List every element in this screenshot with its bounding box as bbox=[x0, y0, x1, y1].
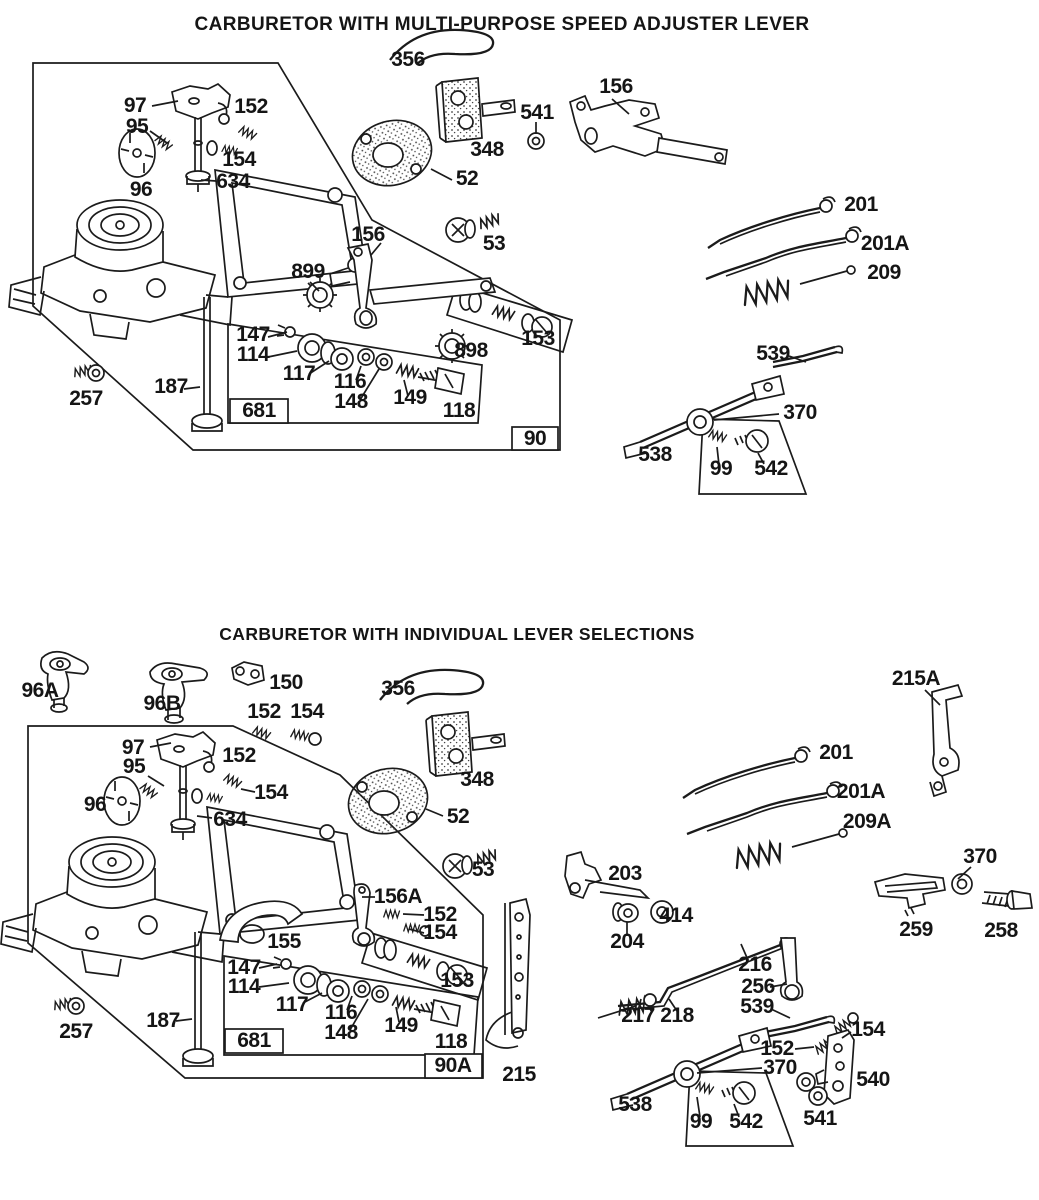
part-label-899: 899 bbox=[291, 260, 325, 283]
part-label-117: 117 bbox=[282, 362, 316, 385]
part-label-99: 99 bbox=[709, 457, 733, 480]
rod-201 bbox=[683, 747, 810, 798]
section-title: CARBURETOR WITH INDIVIDUAL LEVER SELECTIONS bbox=[219, 624, 695, 644]
part-label-204: 204 bbox=[610, 930, 644, 953]
part-label-634: 634 bbox=[213, 808, 247, 831]
part-label-681: 681 bbox=[242, 399, 276, 422]
part-label-154: 154 bbox=[851, 1018, 885, 1041]
part-label-156: 156 bbox=[351, 223, 385, 246]
spring-209 bbox=[741, 266, 855, 306]
part-label-538: 538 bbox=[638, 443, 672, 466]
nut-204 bbox=[613, 903, 638, 922]
section-title: CARBURETOR WITH MULTI-PURPOSE SPEED ADJUSTER LEVER bbox=[194, 14, 810, 35]
part-label-370: 370 bbox=[783, 401, 817, 424]
part-label-256: 256 bbox=[741, 975, 775, 998]
part-label-370: 370 bbox=[963, 845, 997, 868]
part-label-348: 348 bbox=[470, 138, 504, 161]
part-label-539: 539 bbox=[740, 995, 774, 1018]
fuel-pipe-187 bbox=[183, 932, 213, 1066]
part-label-152: 152 bbox=[760, 1037, 794, 1060]
part-label-370: 370 bbox=[763, 1056, 797, 1079]
carburetor-body bbox=[9, 170, 368, 339]
part-label-356: 356 bbox=[381, 677, 415, 700]
part-label-52: 52 bbox=[446, 805, 470, 828]
part-label-209: 209 bbox=[867, 261, 901, 284]
part-label-117: 117 bbox=[275, 993, 309, 1016]
washer-541 bbox=[528, 133, 544, 149]
part-label-97: 97 bbox=[123, 94, 147, 117]
part-label-53: 53 bbox=[471, 858, 495, 881]
part-label-96: 96 bbox=[129, 178, 153, 201]
part-label-95: 95 bbox=[122, 755, 146, 778]
part-label-356: 356 bbox=[391, 48, 425, 71]
washer-154 bbox=[309, 733, 321, 745]
part-label-118: 118 bbox=[442, 399, 476, 422]
part-label-681: 681 bbox=[237, 1029, 271, 1052]
part-label-201: 201 bbox=[819, 741, 853, 764]
part-label-154: 154 bbox=[254, 781, 288, 804]
spring-152b bbox=[384, 910, 400, 918]
part-label-414: 414 bbox=[659, 904, 693, 927]
gasket-52 bbox=[341, 760, 435, 843]
part-label-155: 155 bbox=[267, 930, 301, 953]
bolt-258 bbox=[982, 891, 1032, 909]
part-label-148: 148 bbox=[334, 390, 368, 413]
rod-201 bbox=[708, 197, 835, 248]
part-label-116: 116 bbox=[333, 370, 367, 393]
part-label-156A: 156A bbox=[373, 885, 423, 908]
part-label-96A: 96A bbox=[21, 679, 59, 702]
part-label-97: 97 bbox=[121, 736, 145, 759]
part-label-118: 118 bbox=[434, 1030, 468, 1053]
section-multi-purpose bbox=[9, 14, 909, 494]
part-label-96: 96 bbox=[83, 793, 107, 816]
fuel-pipe-187 bbox=[192, 297, 222, 431]
bracket-156-right bbox=[570, 96, 727, 164]
part-label-541: 541 bbox=[803, 1107, 837, 1130]
spring-209A bbox=[733, 829, 847, 869]
part-label-201: 201 bbox=[844, 193, 878, 216]
part-label-96B: 96B bbox=[143, 692, 181, 715]
part-label-154: 154 bbox=[290, 700, 324, 723]
part-label-542: 542 bbox=[729, 1110, 763, 1133]
link-256 bbox=[781, 938, 803, 1000]
part-label-52: 52 bbox=[455, 167, 479, 190]
link-156A bbox=[353, 884, 375, 946]
part-label-898: 898 bbox=[454, 339, 488, 362]
part-label-154: 154 bbox=[222, 148, 256, 171]
plate-348 bbox=[426, 712, 505, 776]
part-label-209A: 209A bbox=[842, 810, 892, 833]
part-label-153: 153 bbox=[521, 327, 555, 350]
part-label-539: 539 bbox=[756, 342, 790, 365]
part-label-201A: 201A bbox=[836, 780, 886, 803]
part-label-217: 217 bbox=[621, 1004, 655, 1027]
part-label-215A: 215A bbox=[891, 667, 941, 690]
part-label-187: 187 bbox=[154, 375, 188, 398]
part-label-152: 152 bbox=[423, 903, 457, 926]
part-label-152: 152 bbox=[234, 95, 268, 118]
part-label-53: 53 bbox=[482, 232, 506, 255]
part-label-542: 542 bbox=[754, 457, 788, 480]
part-label-90A: 90A bbox=[434, 1054, 472, 1077]
part-label-187: 187 bbox=[146, 1009, 180, 1032]
part-label-540: 540 bbox=[856, 1068, 890, 1091]
part-label-114: 114 bbox=[227, 975, 261, 998]
part-label-634: 634 bbox=[216, 170, 250, 193]
clamp-259 bbox=[875, 874, 945, 916]
part-label-216: 216 bbox=[738, 953, 772, 976]
part-label-116: 116 bbox=[324, 1001, 358, 1024]
washer-370b bbox=[952, 874, 972, 894]
bracket-215A bbox=[930, 685, 962, 796]
part-label-348: 348 bbox=[460, 768, 494, 791]
part-label-95: 95 bbox=[125, 115, 149, 138]
part-label-156: 156 bbox=[599, 75, 633, 98]
part-label-257: 257 bbox=[59, 1020, 93, 1043]
part-label-218: 218 bbox=[660, 1004, 694, 1027]
part-label-215: 215 bbox=[502, 1063, 536, 1086]
part-label-154: 154 bbox=[423, 921, 457, 944]
part-label-257: 257 bbox=[69, 387, 103, 410]
part-label-203: 203 bbox=[608, 862, 642, 885]
bracket-215 bbox=[486, 899, 530, 1048]
part-label-259: 259 bbox=[899, 918, 933, 941]
plate-348 bbox=[436, 78, 515, 142]
gasket-52 bbox=[345, 112, 439, 195]
part-label-152: 152 bbox=[247, 700, 281, 723]
part-label-152: 152 bbox=[222, 744, 256, 767]
rod-539 bbox=[765, 1016, 834, 1037]
spring-152 bbox=[252, 726, 271, 739]
lever-156-center bbox=[330, 244, 495, 328]
part-label-147: 147 bbox=[236, 323, 270, 346]
spring-154 bbox=[291, 730, 309, 741]
idle-screw-257 bbox=[53, 998, 84, 1014]
idle-screw-257 bbox=[73, 365, 104, 381]
part-label-90: 90 bbox=[523, 427, 547, 450]
part-label-148: 148 bbox=[324, 1021, 358, 1044]
part-label-541: 541 bbox=[520, 101, 554, 124]
section-individual-lever bbox=[1, 624, 1032, 1146]
part-label-258: 258 bbox=[984, 919, 1018, 942]
part-label-147: 147 bbox=[227, 956, 261, 979]
part-label-99: 99 bbox=[689, 1110, 713, 1133]
part-label-538: 538 bbox=[618, 1093, 652, 1116]
part-label-114: 114 bbox=[236, 343, 270, 366]
rod-201A bbox=[687, 782, 842, 834]
part-label-201A: 201A bbox=[860, 232, 910, 255]
part-label-149: 149 bbox=[384, 1014, 418, 1037]
washers-541 bbox=[797, 1073, 827, 1105]
bracket-150 bbox=[232, 662, 264, 685]
part-label-149: 149 bbox=[393, 386, 427, 409]
part-label-153: 153 bbox=[440, 969, 474, 992]
part-label-150: 150 bbox=[269, 671, 303, 694]
